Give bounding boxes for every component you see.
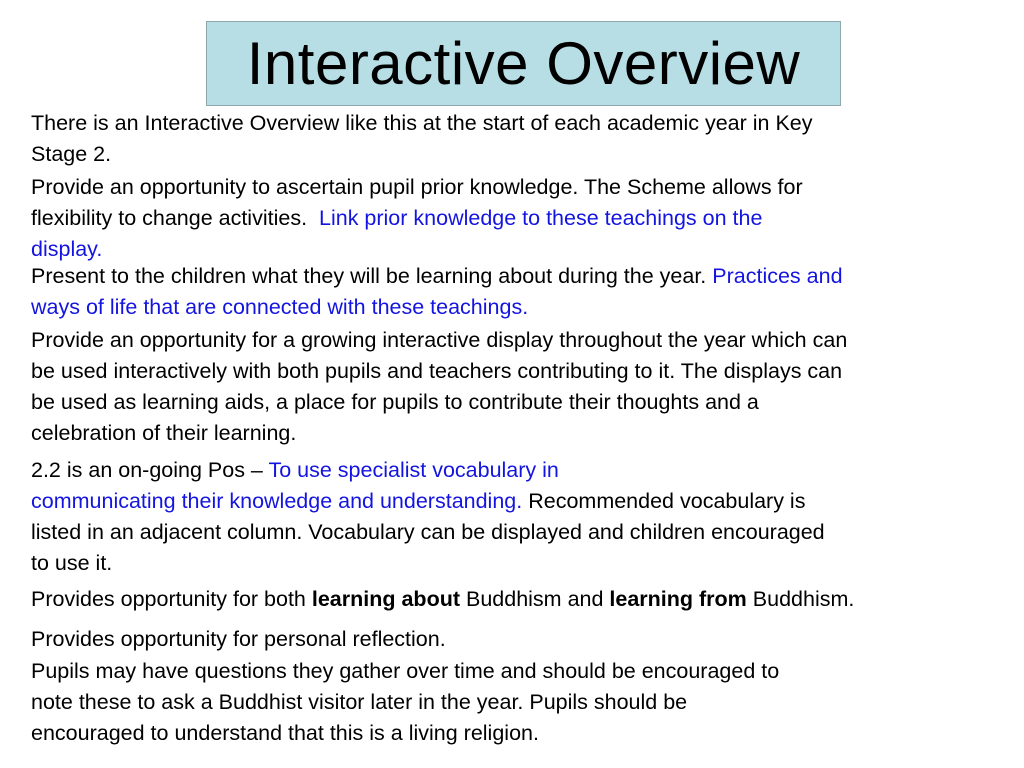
text-line [31, 261, 843, 292]
text-line: encouraged to understand that this is a living religion. [31, 721, 539, 745]
paragraph-questions [31, 656, 779, 749]
text-line [31, 455, 825, 486]
paragraph-intro [31, 108, 813, 170]
title-box [206, 21, 841, 106]
text-line: Pupils may have questions they gather over time and should be encouraged to [31, 659, 780, 683]
text-line [31, 203, 803, 234]
paragraph-interactive-display [31, 325, 847, 449]
paragraph-reflection [31, 624, 446, 655]
highlight-text: Link prior knowledge to these teachings on the [319, 206, 763, 230]
paragraph-prior-knowledge [31, 172, 803, 265]
text-line: to use it. [31, 551, 113, 575]
text-line: celebration of their learning. [31, 421, 297, 445]
text-line: Stage 2. [31, 142, 112, 166]
highlight-text: ways of life that are connected with these teachings. [31, 295, 529, 319]
text-line: listed in an adjacent column. Vocabulary can be displayed and children encouraged [31, 520, 825, 544]
bold-text: learning about [311, 587, 460, 611]
text-segment: Buddhism. [752, 587, 855, 611]
page-title: Interactive Overview [246, 30, 801, 97]
highlight-text: communicating their knowledge and understanding. [31, 489, 523, 513]
text-segment: flexibility to change activities. [31, 206, 308, 230]
text-line: Provide an opportunity to ascertain pupil prior knowledge. The Scheme allows for [31, 175, 803, 199]
paragraph-learning-year [31, 261, 843, 323]
bold-text: learning from [609, 587, 747, 611]
text-line: be used as learning aids, a place for pupils to contribute their thoughts and a [31, 390, 759, 414]
text-line: note these to ask a Buddhist visitor later in the year. Pupils should be [31, 690, 688, 714]
text-segment: Buddhism and [465, 587, 604, 611]
text-line: Provides opportunity for personal reflection. [31, 627, 446, 651]
paragraph-vocabulary [31, 455, 825, 579]
text-segment: Provides opportunity for both [31, 587, 306, 611]
text-segment: Recommended vocabulary is [528, 489, 806, 513]
text-line: There is an Interactive Overview like this at the start of each academic year in Key [31, 111, 813, 135]
text-segment: Present to the children what they will be learning about during the year. [31, 264, 707, 288]
text-line: be used interactively with both pupils and teachers contributing to it. The displays can [31, 359, 843, 383]
highlight-text: display. [31, 237, 103, 261]
text-line [31, 486, 825, 517]
highlight-text: Practices and [712, 264, 843, 288]
highlight-text: To use specialist vocabulary in [268, 458, 559, 482]
paragraph-learning-about-from [31, 584, 854, 615]
text-line [31, 584, 854, 615]
text-segment: 2.2 is an on-going Pos – [31, 458, 263, 482]
text-line: Provide an opportunity for a growing interactive display throughout the year which can [31, 328, 848, 352]
